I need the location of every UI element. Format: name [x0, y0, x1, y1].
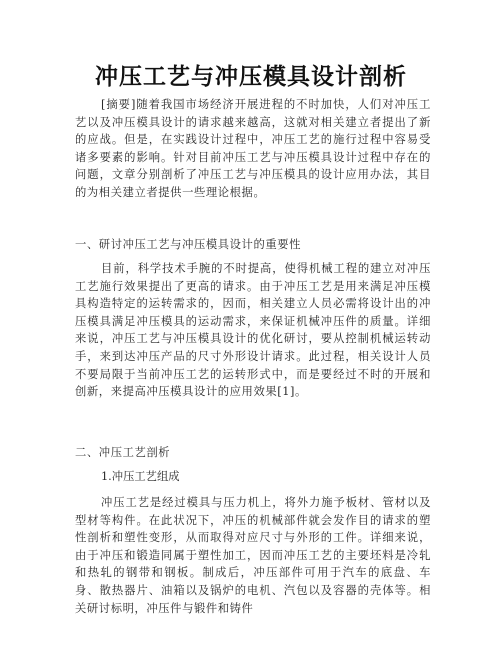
- abstract-paragraph: [摘要]随着我国市场经济开展进程的不时加快，人们对冲压工艺以及冲压模具设计的请求越来越高，这就对相关建立者提出了新的应战。但是，在实践设计过程中，冲压工艺的施行过程中容易受诸多要素的影响。针对目前冲压工艺与冲压模具设计过程中存在的问题，文章分别剖析了冲压工艺与冲压模具的设计应用办法，其目的为相关建立者提供一些理论根据。: [75, 98, 431, 199]
- subsection-1-heading: 1.冲压工艺组成: [101, 470, 180, 483]
- section-1-heading: 一、研讨冲压工艺与冲压模具设计的重要性: [75, 238, 302, 251]
- section-2-heading: 二、冲压工艺剖析: [75, 446, 171, 459]
- subsection-1-body: 冲压工艺是经过模具与压力机上，将外力施予板材、管材以及型材等构件。在此状况下，冲压的机械部件就会发作目的请求的塑性剖析和塑性变形，从而取得对应尺寸与外形的工件。详细来说，由于冲压和锻造同属于塑性加工，因而冲压工艺的主要坯料是冷轧和热轧的钢带和钢板。制成后，冲压部件可用于汽车的底盘、车身、散热器片、油箱以及锅炉的电机、汽包以及容器的壳体等。相关研讨标明，冲压件与锻件和铸件: [75, 496, 431, 615]
- section-1-body: 目前，科学技术手腕的不时提高，使得机械工程的建立对冲压工艺施行效果提出了更高的请求。由于冲压工艺是用来满足冲压模具构造特定的运转需求的，因而，相关建立人员必需将设计出的冲压模具满足冲压模具的运动需求，来保证机械冲压件的质量。详细来说，冲压工艺与冲压模具设计的优化研讨，要从控制机械运转动手，来到达冲压产品的尺寸外形设计请求。此过程，相关设计人员不要局限于当前冲压工艺的运转形式中，而是要经过不时的开展和创新，来提高冲压模具设计的应用效果[1]。: [75, 262, 431, 399]
- document-title: 冲压工艺与冲压模具设计剖析: [95, 64, 407, 90]
